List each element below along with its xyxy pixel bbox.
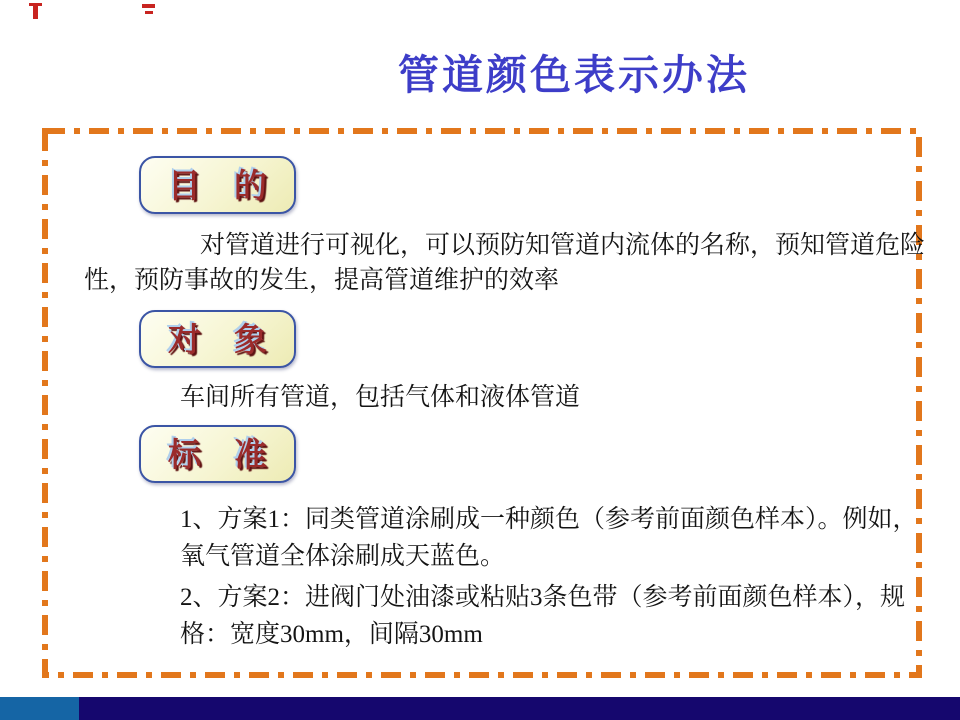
standard-heading-box <box>139 425 296 483</box>
decorative-red-fragment <box>145 11 153 14</box>
purpose-text-line: 性，预防事故的发生，提高管道维护的效率 <box>84 267 560 294</box>
purpose-text-line: 对管道进行可视化，可以预防知管道内流体的名称，预知管道危险 <box>200 232 926 259</box>
standard-item-line: 氧气管道全体涂刷成天蓝色。 <box>180 543 506 570</box>
purpose-heading-label: 目 的 <box>168 166 267 204</box>
target-heading-label: 对 象 <box>168 320 267 358</box>
slide-title: 管道颜色表示办法 <box>398 52 750 98</box>
target-text: 车间所有管道，包括气体和液体管道 <box>180 384 581 411</box>
standard-item-line: 2、方案2：进阀门处油漆或粘贴3条色带（参考前面颜色样本），规 <box>180 584 906 611</box>
purpose-text <box>84 228 932 298</box>
standard-item-line: 格：宽度30mm，间隔30mm <box>180 621 483 648</box>
standard-item-line: 1、方案1：同类管道涂刷成一种颜色（参考前面颜色样本）。例如， <box>180 506 918 533</box>
target-heading-box <box>139 310 296 368</box>
decorative-red-fragment <box>29 3 42 6</box>
standard-text <box>180 501 928 653</box>
decorative-red-fragment <box>142 4 155 8</box>
footer-navy-bar <box>0 697 960 720</box>
standard-heading-label: 标 准 <box>168 435 267 473</box>
standard-item-2 <box>180 579 928 653</box>
purpose-heading-box <box>139 156 296 214</box>
footer-blue-accent <box>0 697 79 720</box>
standard-item-1 <box>180 501 928 575</box>
